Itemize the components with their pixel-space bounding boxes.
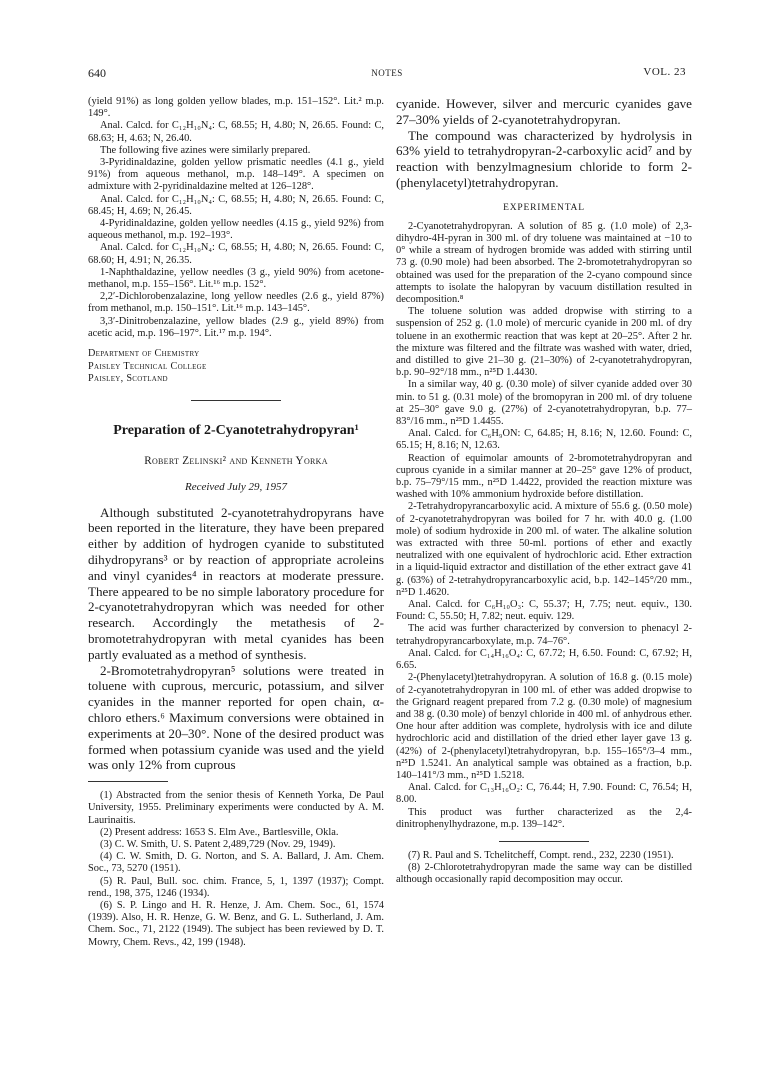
prev-paragraph: 4-Pyridinaldazine, golden yellow needles (4.15 g., yield 92%) from aqueous methanol, m.p. 192–193°. [88,218,384,242]
article-authors: Robert Zelinski² and Kenneth Yorka [144,454,328,467]
body-paragraph: 2-Bromotetrahydropyran⁵ solutions were treated in toluene with cuprous, mercuric, potassium, and silver cyanides in the manner reported for open chain, α-chloro ethers.⁶ Maximum conversions were obtained in experiments at 20–30°. None of the desired product was formed when potassium cyanide was used and the yield was only 12% from cuprous [88,662,384,773]
running-header [88,66,686,84]
article-title: Preparation of 2-Cyanotetrahydropyran¹ [113,422,359,438]
footnote: (8) 2-Chlorotetrahydropyran made the same way can be distilled although occasionally rapid decomposition may occur. [396,862,692,886]
volume-label: VOL. 23 [643,66,686,78]
body-paragraph: Although substituted 2-cyanotetrahydropyrans have been reported in the literature, they have been prepared either by addition of hydrogen cyanide to substituted dihydropyrans³ or by reaction of appropriate acroleins and vinyl cyanides⁴ in reactors at moderate pressure. There appeared to be no simple laboratory procedure for 2-cyanotetrahydropyran which was needed for other research. Accordingly the metathesis of 2-bromotetrahydropyran with metal cyanides has been partly evaluated as a method of synthesis. [88,504,384,662]
affiliation-line: Paisley Technical College [88,360,207,372]
left-column [88,96,384,949]
experimental-paragraph: Anal. Calcd. for C₁₄H₁₆O₄: C, 67.72; H, 6.50. Found: C, 67.92; H, 6.65. [396,647,692,672]
prev-paragraph: 1-Naphthaldazine, yellow needles (3 g., yield 90%) from acetone-methanol, m.p. 155–156°. Lit.¹⁶ m.p. 152°. [88,266,384,291]
section-divider [191,400,281,401]
prev-paragraph: 3,3′-Dinitrobenzalazine, yellow blades (2.9 g., yield 89%) from acetic acid, m.p. 196–197°. Lit.¹⁷ m.p. 194°. [88,315,384,339]
affiliation-line: Department of Chemistry [88,348,200,360]
footnote: (1) Abstracted from the senior thesis of Kenneth Yorka, De Paul University, 1955. Preliminary experiments were conducted by A. M. Laurinaitis. [88,790,384,826]
page-number: 640 [88,66,106,80]
experimental-paragraph: 2-Tetrahydropyrancarboxylic acid. A mixture of 55.6 g. (0.50 mole) of 2-cyanotetrahydropyran was boiled for 7 hr. with 40.0 g. (1.00 mole) of sodium hydroxide in 200 ml. of water. The alkaline solution was extracted with three 50-ml. portions of ether and exactly neutralized with one equivalent of hydrochloric acid. Ether extraction in a liquid-liquid extractor and distillation of the ether extract gave 41 g. (63%) of 2-tetrahydropyrancarboxylic acid, b.p. 142–145°/20 mm., n²⁵D 1.4620. [396,501,692,598]
footnote: (5) R. Paul, Bull. soc. chim. France, 5, 1, 1397 (1937); Compt. rend., 198, 375, 1246 (1934). [88,875,384,899]
experimental-paragraph: 2-Cyanotetrahydropyran. A solution of 85 g. (1.0 mole) of 2,3-dihydro-4H-pyran in 300 ml. of dry toluene was maintained at −10 to 0° while a stream of hydrogen bromide was added with stirring until 73 g. (0.90 mole) had been absorbed. The 2-bromotetrahydropyran so obtained was used for the preparation of the 2-cyano compound since attempts to isolate the halopyran by vacuum distillation resulted in decomposition.⁸ [396,220,692,305]
footnote: (2) Present address: 1653 S. Elm Ave., Bartlesville, Okla. [100,826,339,838]
prev-paragraph: 2,2′-Dichlorobenzalazine, long yellow needles (2.6 g., yield 87%) from methanol, m.p. 150–151°. Lit.¹⁶ m.p. 143–145°. [88,291,384,315]
experimental-paragraph: The toluene solution was added dropwise with stirring to a suspension of 252 g. (1.0 mole) of mercuric cyanide in 200 ml. of dry toluene in an exothermic reaction that was kept at 20–25°. After 2 hr. the mixture was filtered and the filtrate was washed with water, dried, and distilled to give 21–30 g. (21–30%) of 2-cyanotetrahydropyran, b.p. 90–92°/18 mm., n²⁵D 1.4430. [396,306,692,379]
section-title: NOTES [371,68,403,78]
experimental-paragraph: Anal. Calcd. for C₁₃H₁₆O₂: C, 76.44; H, 7.90. Found: C, 76.54; H, 8.00. [396,782,692,806]
experimental-paragraph: Reaction of equimolar amounts of 2-bromotetrahydropyran and cuprous cyanide in a similar manner at 20–25° gave 12% of product, b.p. 75–79°/15 mm., n²⁵D 1.4422, provided the reaction mixture was washed with 10% ammonium hydroxide before distillation. [396,452,692,501]
experimental-paragraph: In a similar way, 40 g. (0.30 mole) of silver cyanide added over 30 min. to 51 g. (0.31 mole) of the bromopyran in 200 ml. of dry toluene at 25–30° gave 9.0 g. (27%) of 2-cyanotetrahydropyran, b.p. 77–83°/16 mm., n²⁵D 1.4455. [396,379,692,428]
footnote-divider [88,781,168,782]
prev-paragraph: (yield 91%) as long golden yellow blades, m.p. 151–152°. Lit.² m.p. 149°. [88,96,384,120]
body-paragraph: cyanide. However, silver and mercuric cyanides gave 27–30% yields of 2-cyanotetrahydropyran. [396,96,692,127]
right-column [396,96,692,887]
experimental-paragraph: This product was further characterized as the 2,4-dinitrophenylhydrazone, m.p. 139–142°. [396,806,692,830]
prev-paragraph: Anal. Calcd. for C₁₂H₁₀N₄: C, 68.55; H, 4.80; N, 26.65. Found: C, 68.60; H, 4.91; N, 26.35. [88,242,384,266]
footnote: (4) C. W. Smith, D. G. Norton, and S. A. Ballard, J. Am. Chem. Soc., 73, 5270 (1951). [88,851,384,875]
received-date: Received July 29, 1957 [184,480,287,493]
prev-paragraph: The following five azines were similarly prepared. [100,144,311,156]
footnote: (3) C. W. Smith, U. S. Patent 2,489,729 (Nov. 29, 1949). [100,838,336,850]
prev-paragraph: 3-Pyridinaldazine, golden yellow prismatic needles (4.1 g., yield 91%) from aqueous methanol, m.p. 148–149°. A specimen on admixture with 2-pyridinaldazine melted at 126–128°. [88,157,384,193]
experimental-paragraph: The acid was further characterized by conversion to phenacyl 2-tetrahydropyrancarboxylate, m.p. 74–76°. [396,623,692,647]
footnote: (7) R. Paul and S. Tchelitcheff, Compt. rend., 232, 2230 (1951). [408,849,674,861]
affiliation-line: Paisley, Scotland [88,373,168,385]
experimental-heading: EXPERIMENTAL [503,202,585,213]
prev-paragraph: Anal. Calcd. for C₁₂H₁₀N₄: C, 68.55; H, 4.80; N, 26.65. Found: C, 68.63; H, 4.63; N, 26.40. [88,120,384,144]
prev-paragraph: Anal. Calcd. for C₁₂H₁₀N₄: C, 68.55; H, 4.80; N, 26.65. Found: C, 68.45; H, 4.69; N, 26.45. [88,193,384,217]
section-divider [499,841,589,842]
experimental-paragraph: Anal. Calcd. for C₆H₉ON: C, 64.85; H, 8.16; N, 12.60. Found: C, 65.15; H, 8.16; N, 12.63. [396,428,692,452]
experimental-paragraph: Anal. Calcd. for C₆H₁₀O₃: C, 55.37; H, 7.75; neut. equiv., 130. Found: C, 55.50; H, 7.82; neut. equiv. 129. [396,599,692,623]
body-paragraph: The compound was characterized by hydrolysis in 63% yield to tetrahydropyran-2-carboxylic acid⁷ and by reaction with benzylmagnesium chloride to form 2-(phenylacetyl)tetrahydropyran. [396,127,692,190]
experimental-paragraph: 2-(Phenylacetyl)tetrahydropyran. A solution of 16.8 g. (0.15 mole) of 2-cyanotetrahydropyran in 100 ml. of ether was added dropwise to the Grignard reagent prepared from 7.2 g. (0.30 mole) of magnesium and 38 g. (0.30 mole) of benzyl chloride in 400 ml. of anhydrous ether. One hour after addition was complete, hydrolysis with ice and dilute hydrochloric acid and distillation of the dried ether layer gave 13 g. (42%) of 2-(phenylacetyl)tetrahydropyran, b.p. 155–165°/3–4 mm., n²⁵D 1.5241. An analytical sample was obtained as a fraction, b.p. 140–141°/3 mm., n²⁵D 1.5218. [396,672,692,781]
footnote: (6) S. P. Lingo and H. R. Henze, J. Am. Chem. Soc., 61, 1574 (1939). Also, H. R. Henze, G. W. Benz, and G. L. Sutherland, J. Am. Chem. Soc., 71, 2122 (1949). The subject has been reviewed by D. T. Mowry, Chem. Revs., 42, 199 (1948). [88,899,384,948]
